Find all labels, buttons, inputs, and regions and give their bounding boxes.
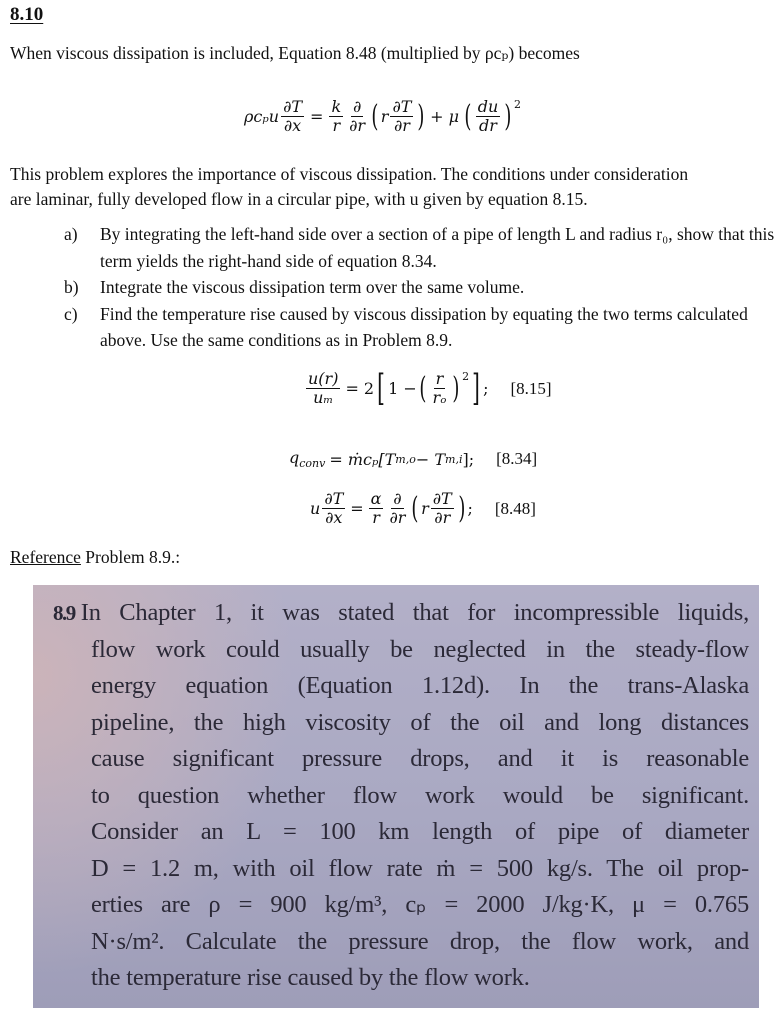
equation-8-48: u $\frac{\partial T}{\partial x}$ = $\frac{\alpha}{r}$ $\frac{\partial}{\partial r}$ ( r $\frac{\partial T}{\partial r}$ ) ; [8.48] <box>310 489 536 527</box>
photo-line: N·s/m². Calculate the pressure drop, the flow work, and <box>91 927 749 955</box>
photo-line: flow work could usually be neglected in the steady-flow <box>91 635 749 663</box>
description-line-2: are laminar, fully developed flow in a circular pipe, with u given by equation 8.15. <box>10 189 588 209</box>
equation-tag: [8.15] <box>510 378 552 398</box>
photo-line: to question whether flow work would be significant. <box>91 781 749 809</box>
eq-exponent: 2 <box>513 98 521 111</box>
equation-tag: [8.48] <box>494 498 536 518</box>
main-equation: ρcₚu $\frac{\partial T}{\partial x}$ = $\frac{k}{r}$ $\frac{\partial}{\partial r}$ ( r $\frac{\partial T}{\partial r}$ ) + μ ( $\frac{du}{dr}$ ) $^2$ <box>244 97 521 135</box>
list-item: a) By integrating the left-hand side over a section of a pipe of length L and radius r₀, show that this term yields the right-hand side of equation 8.34. <box>64 224 775 271</box>
equation-tag: [8.34] <box>496 449 538 469</box>
photo-line: 8.9 In Chapter 1, it was stated that for incompressible liquids, <box>53 599 749 626</box>
reference-problem-photo <box>33 585 759 1008</box>
eq-fraction: $\frac{\partial}{\partial r}$ <box>349 97 366 135</box>
reference-problem-text <box>53 595 749 997</box>
eq-r: r <box>380 107 389 126</box>
photo-line: cause significant pressure drops, and it is reasonable <box>91 745 749 772</box>
equals-sign: = <box>310 107 324 126</box>
photo-line: Consider an L = 100 km length of pipe of diameter <box>91 818 749 845</box>
problem-number: 8.10 <box>10 4 44 25</box>
eq-lhs-prefix: ρcₚu <box>244 107 280 126</box>
eq-plus-mu: + μ <box>430 107 459 126</box>
photo-line: pipeline, the high viscosity of the oil and long distances <box>91 708 749 736</box>
eq-fraction: $\frac{\partial T}{\partial r}$ <box>392 97 412 135</box>
eq-fraction: $\frac{\partial T}{\partial x}$ <box>283 97 303 135</box>
eq-fraction: $\frac{u(r)}{\text{uₘ}}$ <box>308 369 339 407</box>
equation-8-15: $\frac{u(r)}{\text{uₘ}}$ = 2 [ 1 − ( $\frac{r}{\text{rₒ}}$ ) $^2$ ] ; [8.15] <box>308 367 552 409</box>
list-item: c) Find the temperature rise caused by viscous dissipation by equating the two terms calculated above. Use the same conditions as in Problem 8.9. <box>64 303 748 350</box>
photo-line: erties are ρ = 900 kg/m³, cₚ = 2000 J/kg·K, μ = 0.765 <box>91 891 749 918</box>
intro-text: When viscous dissipation is included, Equation 8.48 (multiplied by ρcₚ) becomes <box>10 43 580 63</box>
eq-fraction: $\frac{du}{dr}$ <box>477 97 499 135</box>
parts-list <box>64 221 780 354</box>
description-line-1: This problem explores the importance of viscous dissipation. The conditions under consideration <box>10 164 689 184</box>
list-item: b) Integrate the viscous dissipation term over the same volume. <box>64 277 525 297</box>
photo-line: energy equation (Equation 1.12d). In the trans-Alaska <box>91 672 749 699</box>
photo-line: the temperature rise caused by the flow work. <box>91 964 530 991</box>
equation-8-34: $q_{conv}$ = ṁcₚ[T m,o − T m,i ]; [8.34] <box>289 448 538 471</box>
reference-label: Reference Problem 8.9.: <box>10 547 181 567</box>
photo-line: D = 1.2 m, with oil flow rate ṁ = 500 kg/s. The oil prop- <box>91 854 749 882</box>
eq-fraction: $\frac{k}{r}$ <box>331 97 342 135</box>
